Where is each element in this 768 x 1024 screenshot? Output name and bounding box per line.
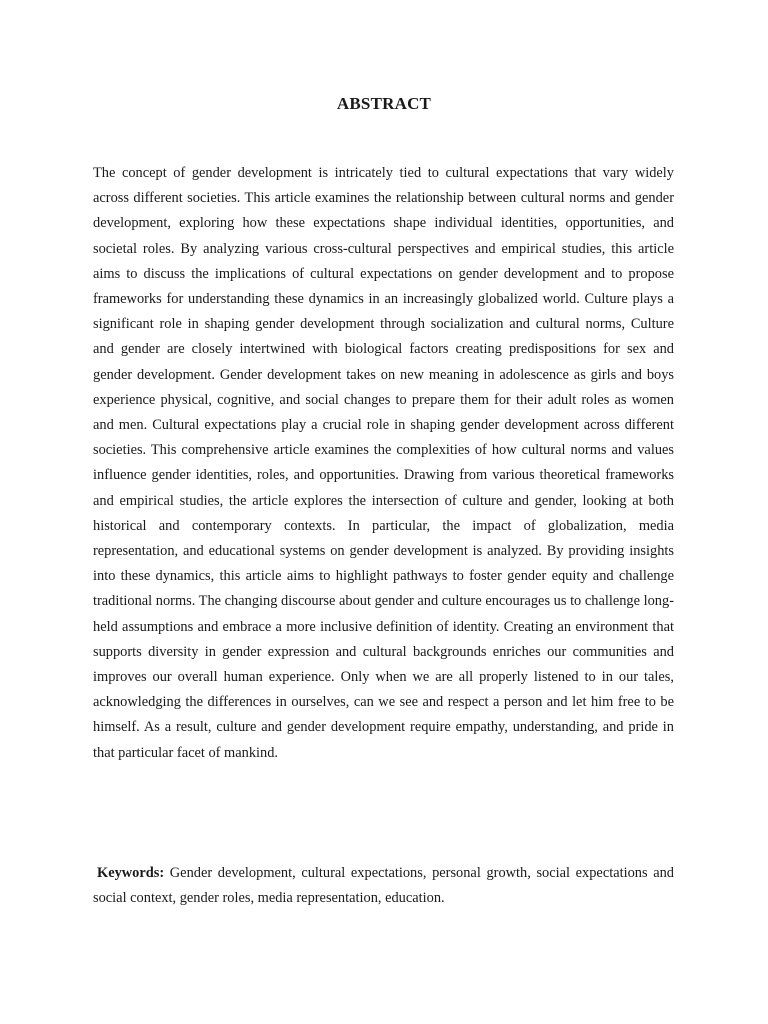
abstract-paragraph: The concept of gender development is intricately tied to cultural expectations that vary widely across different societies. This article examines the relationship between cultural norms and gender development, exploring how these expectations shape individual identities, opportunities, and societal roles. By analyzing various cross-cultural perspectives and empirical studies, this article aims to discuss the implications of cultural expectations on gender development and to propose frameworks for understanding these dynamics in an increasingly globalized world. Culture plays a significant role in shaping gender development through socialization and cultural norms, Culture and gender are closely intertwined with biological factors creating predispositions for sex and gender development. Gender development takes on new meaning in adolescence as girls and boys experience physical, cognitive, and social changes to prepare them for their adult roles as women and men. Cultural expectations play a crucial role in shaping gender development across different societies. This comprehensive article examines the complexities of how cultural norms and values influence gender identities, roles, and opportunities. Drawing from various theoretical frameworks and empirical studies, the article explores the intersection of culture and gender, looking at both historical and contemporary contexts. In particular, the impact of globalization, media representation, and educational systems on gender development is analyzed. By providing insights into these dynamics, this article aims to highlight pathways to foster gender equity and challenge traditional norms. The changing discourse about gender and culture encourages us to challenge long-held assumptions and embrace a more inclusive definition of identity. Creating an environment that supports diversity in gender expression and cultural backgrounds enriches our communities and improves our overall human experience. Only when we are all properly listened to in our tales, acknowledging the differences in ourselves, can we see and respect a person and let him free to be himself. As a result, culture and gender development require empathy, understanding, and pride in that particular facet of mankind. bbox=[93, 165, 674, 761]
abstract-heading: ABSTRACT bbox=[336, 94, 432, 113]
keywords-label: Keywords: bbox=[97, 865, 165, 881]
keywords-line bbox=[93, 861, 674, 911]
keywords-list: Gender development, cultural expectations, personal growth, social expectations and social context, gender roles, media representation, education. bbox=[93, 865, 674, 907]
